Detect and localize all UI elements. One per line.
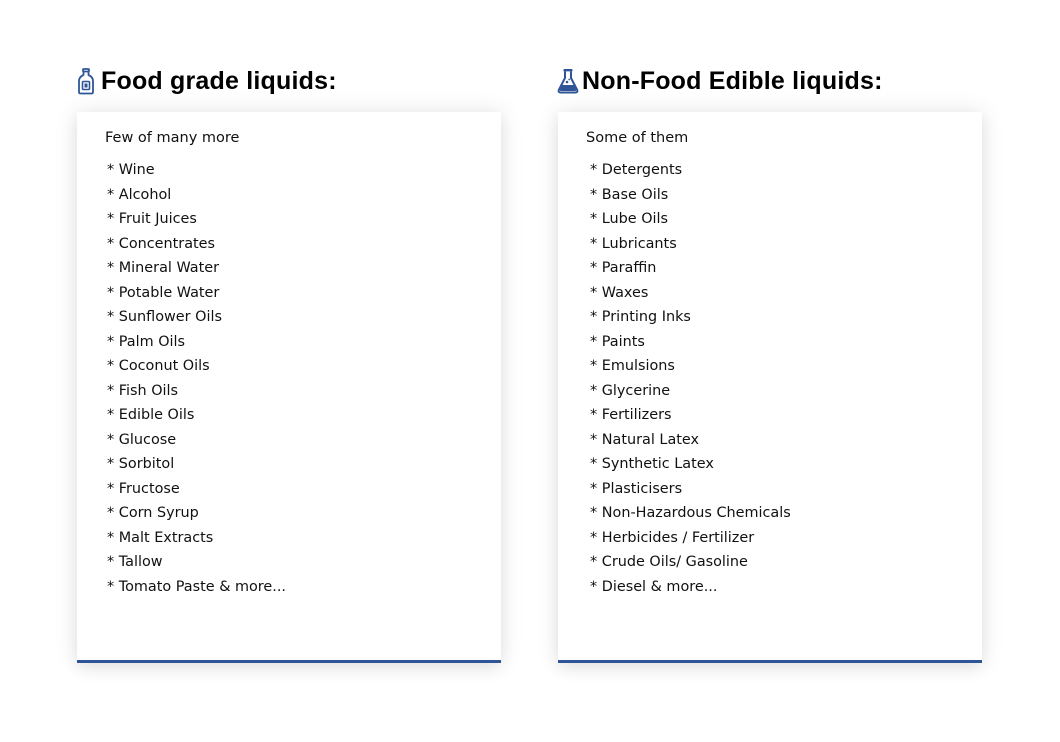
list-item: * Lube Oils [590,211,669,227]
food-grade-heading [75,66,337,96]
list-item: * Sunflower Oils [107,309,222,325]
non-food-list [586,158,972,599]
list-item: * Concentrates [107,235,215,252]
list-item: * Malt Extracts [107,529,214,546]
list-item: * Plasticisers [590,480,683,497]
list-item: * Wine [107,162,155,178]
flask-icon [556,67,578,95]
list-item: * Corn Syrup [107,505,199,521]
food-grade-card [77,112,501,663]
non-food-card [558,112,982,663]
list-item: * Lubricants [590,235,677,252]
list-item: * Tallow [107,554,163,570]
non-food-subtitle: Some of them [586,130,689,146]
list-item: * Fruit Juices [107,211,197,227]
non-food-heading [556,66,883,96]
list-item: * Detergents [590,162,683,178]
list-item: * Printing Inks [590,309,691,325]
list-item: * Glycerine [590,382,671,399]
list-item: * Synthetic Latex [590,456,714,472]
list-item: * Paraffin [590,260,657,276]
list-item: * Potable Water [107,284,220,301]
list-item: * Edible Oils [107,407,195,423]
list-item: * Natural Latex [590,431,700,448]
list-item: * Mineral Water [107,260,220,276]
list-item: * Fertilizers [590,407,672,423]
list-item: * Non-Hazardous Chemicals [590,505,791,521]
list-item: * Crude Oils/ Gasoline [590,554,748,570]
list-item: * Sorbitol [107,456,175,472]
food-grade-list [105,158,491,599]
non-food-title: Non-Food Edible liquids: [582,66,883,95]
list-item: * Fish Oils [107,382,179,399]
list-item: * Diesel & more... [590,578,718,595]
food-grade-title: Food grade liquids: [101,66,337,95]
list-item: * Tomato Paste & more... [107,578,286,595]
list-item: * Base Oils [590,186,669,203]
list-item: * Coconut Oils [107,358,210,374]
list-item: * Emulsions [590,358,675,374]
bottle-icon [75,67,97,95]
list-item: * Fructose [107,480,180,497]
list-item: * Palm Oils [107,333,186,350]
food-grade-subtitle: Few of many more [105,130,240,146]
list-item: * Glucose [107,431,177,448]
list-item: * Alcohol [107,186,172,203]
list-item: * Herbicides / Fertilizer [590,529,755,546]
list-item: * Paints [590,333,645,350]
list-item: * Waxes [590,284,649,301]
